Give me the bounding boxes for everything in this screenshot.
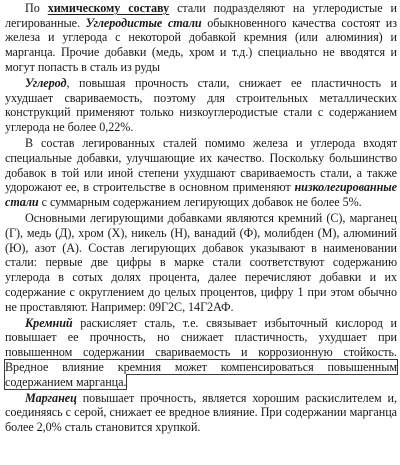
text-run: с суммарным содержанием легирующих добавок не более 5%. xyxy=(38,195,362,210)
paragraph-manganese xyxy=(5,391,397,435)
term-carbon: Углерод xyxy=(25,76,67,91)
paragraph-alloyed-steels xyxy=(5,136,397,210)
paragraph-classification xyxy=(5,1,397,75)
paragraph-alloying-additives xyxy=(5,211,397,314)
term-manganese: Марганец xyxy=(25,390,77,405)
text-run: Основными легирующими добавками являются кремний (С), марганец (Г), медь (Д), хром (Х), никель (Н), ванадий (Ф), молибден (М), алюминий (Ю), азот (А). Состав легирующих добавок указывают в наименовании стали: первые две цифры в марке стали соответствуют содержанию углерода в сотых долях процента, далее перечисляют добавки и их содержание с округлением до целых процентов, цифру 1 при этом обычно не проставляют. Например: 09Г2С, 14Г2АФ. xyxy=(5,211,397,314)
text-run: повышает прочность, является хорошим раскислителем и, соединяясь с серой, снижает ее вредное влияние. При содержании марганца более 2,0% сталь становится хрупкой. xyxy=(5,390,397,435)
paragraph-carbon xyxy=(5,76,397,135)
text-run: , повышая прочность стали, снижает ее пластичность и ухудшает свариваемость, поэтому для строительных металлических конструкций применяют только низкоуглеродистые стали с содержанием углерода не более 0,22%. xyxy=(5,76,397,135)
text-run: стали подразделяют на углеродистые и легированные. xyxy=(5,1,397,30)
term-silicon: Кремний xyxy=(25,315,73,330)
text-run: По xyxy=(25,1,48,15)
highlighted-statement: Вредное влияние кремния может компенсироваться повышенным содержанием марганца. xyxy=(5,359,397,389)
term-chemical-composition: химическому составу xyxy=(47,1,170,15)
text-run: В состав легированных сталей помимо железа и углерода входят специальные добавки, улучшающие их качество. Поскольку большинство добавок в той или иной степени ухудшают свариваемость стали, а также удорожают ее, в строительстве в основном применяют xyxy=(5,136,397,195)
paragraph-silicon xyxy=(5,316,397,390)
term-carbon-steels: Углеродистые стали xyxy=(85,15,202,30)
term-low-alloy-steels: низколегированные стали xyxy=(5,180,397,210)
text-run: раскисляет сталь, т.е. связывает избыточный кислород и повышает ее прочность, но снижает пластичность, ухудшает при повышенном содержании свариваемость и коррозионную стойкость. xyxy=(5,315,397,360)
text-run: обыкновенного качества состоят из железа и углерода с некоторой добавкой кремния (или алюминия) и марганца. Прочие добавки (медь, хром и т.д.) специально не вводятся и могут попасть в сталь из руды xyxy=(5,15,398,74)
